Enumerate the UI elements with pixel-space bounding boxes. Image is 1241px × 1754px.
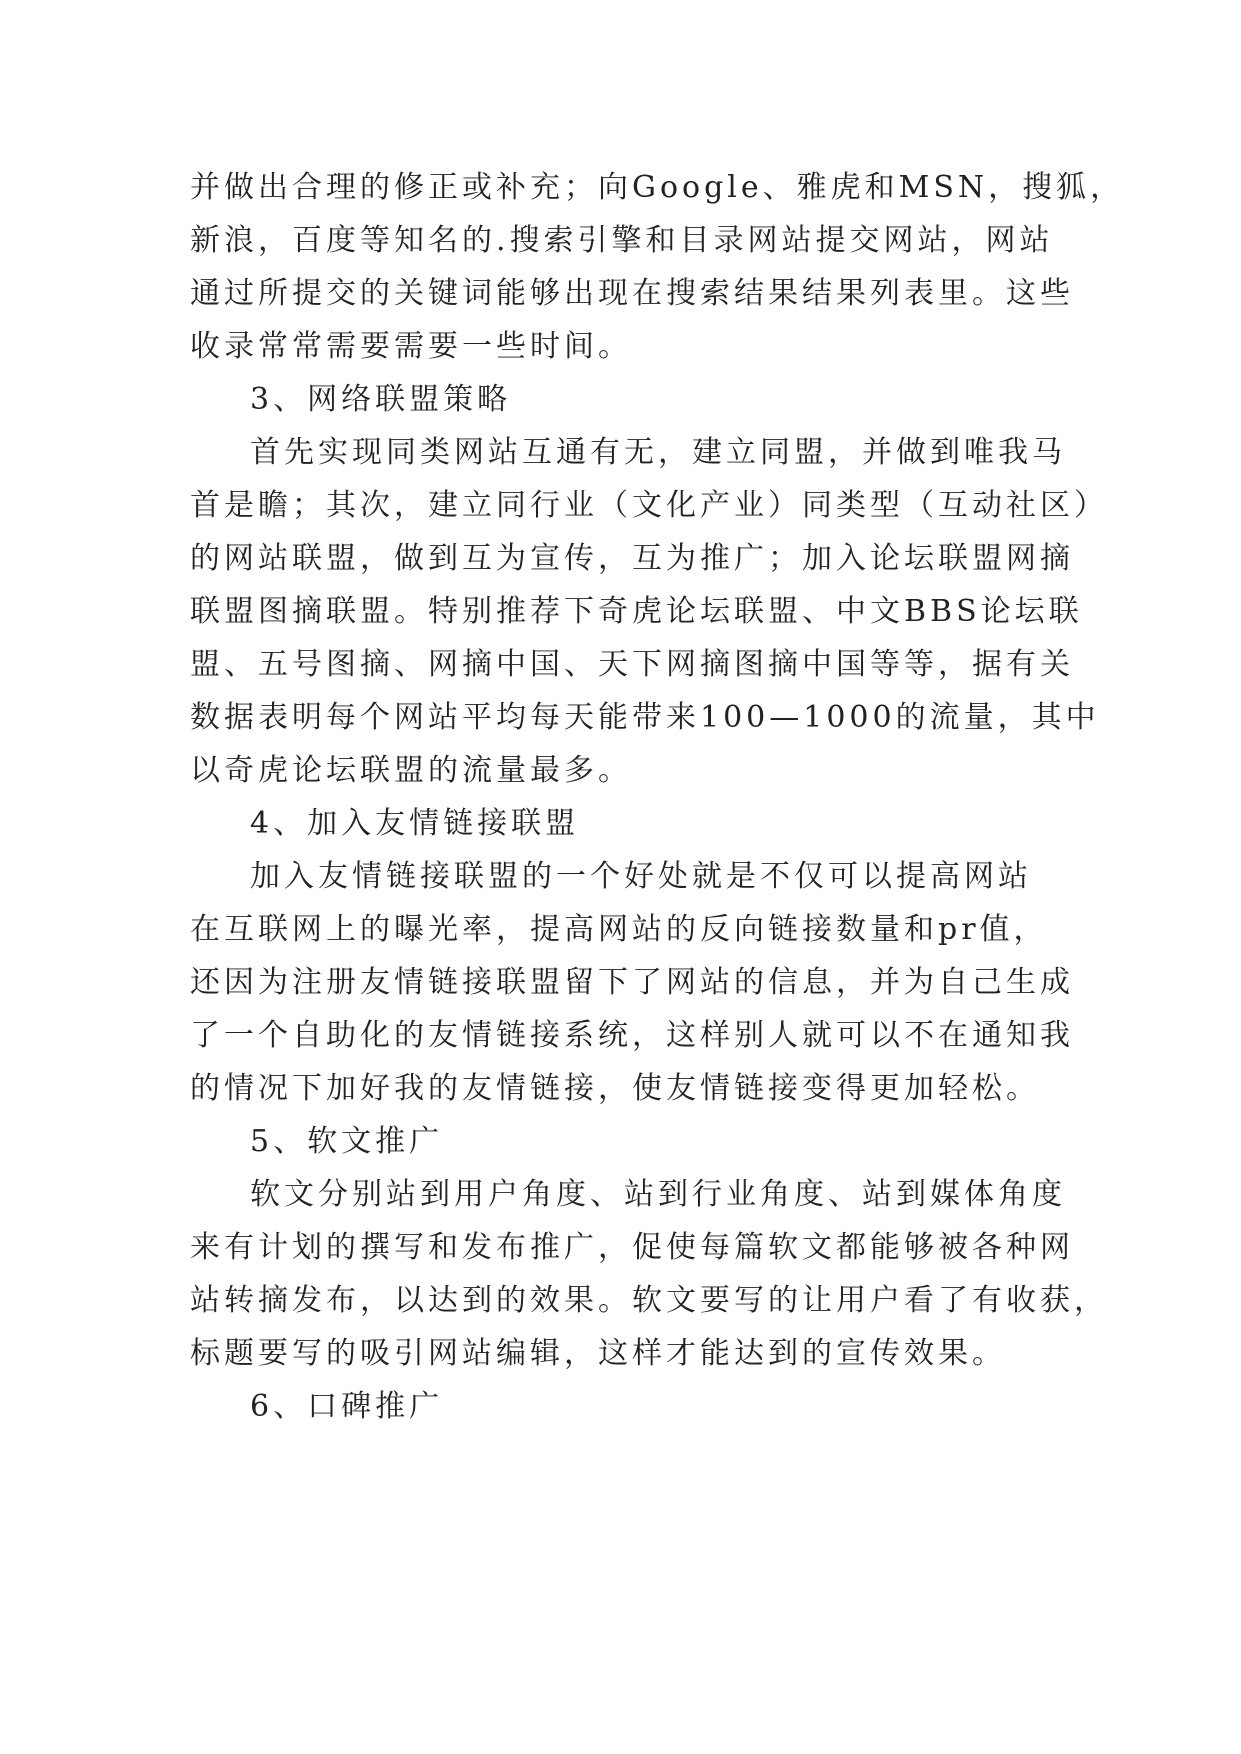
body-text-line: 数据表明每个网站平均每天能带来100—1000的流量，其中 (190, 700, 1100, 735)
body-text-line: 首先实现同类网站互通有无，建立同盟，并做到唯我马 (250, 435, 1066, 470)
body-text-line: 首是瞻；其次，建立同行业（文化产业）同类型（互动社区） (190, 488, 1108, 523)
section-heading: 3、网络联盟策略 (250, 382, 512, 417)
body-text-line: 联盟图摘联盟。特别推荐下奇虎论坛联盟、中文BBS论坛联 (190, 594, 1083, 629)
section-heading: 5、软文推广 (250, 1124, 444, 1159)
body-text-line: 还因为注册友情链接联盟留下了网站的信息，并为自己生成 (190, 965, 1074, 1000)
body-text-line: 标题要写的吸引网站编辑，这样才能达到的宣传效果。 (190, 1336, 1006, 1371)
body-text-line: 来有计划的撰写和发布推广，促使每篇软文都能够被各种网 (190, 1230, 1074, 1265)
section-heading: 4、加入友情链接联盟 (250, 806, 580, 841)
body-text-line: 的情况下加好我的友情链接，使友情链接变得更加轻松。 (190, 1071, 1040, 1106)
body-text-line: 以奇虎论坛联盟的流量最多。 (190, 753, 632, 788)
body-text-line: 盟、五号图摘、网摘中国、天下网摘图摘中国等等，据有关 (190, 647, 1074, 682)
body-text-line: 在互联网上的曝光率，提高网站的反向链接数量和pr值， (190, 912, 1048, 947)
section-heading: 6、口碑推广 (250, 1389, 444, 1424)
body-text-line: 新浪，百度等知名的.搜索引擎和目录网站提交网站，网站 (190, 223, 1054, 258)
body-text-line: 通过所提交的关键词能够出现在搜索结果结果列表里。这些 (190, 276, 1074, 311)
body-text-line: 的网站联盟，做到互为宣传，互为推广；加入论坛联盟网摘 (190, 541, 1074, 576)
body-text-line: 加入友情链接联盟的一个好处就是不仅可以提高网站 (250, 859, 1032, 894)
body-text-line: 站转摘发布，以达到的效果。软文要写的让用户看了有收获， (190, 1283, 1108, 1318)
body-text-line: 软文分别站到用户角度、站到行业角度、站到媒体角度 (250, 1177, 1066, 1212)
body-text-line: 了一个自助化的友情链接系统，这样别人就可以不在通知我 (190, 1018, 1074, 1053)
body-text-line: 收录常常需要需要一些时间。 (190, 329, 632, 364)
body-text-line: 并做出合理的修正或补充；向Google、雅虎和MSN，搜狐， (190, 170, 1125, 205)
